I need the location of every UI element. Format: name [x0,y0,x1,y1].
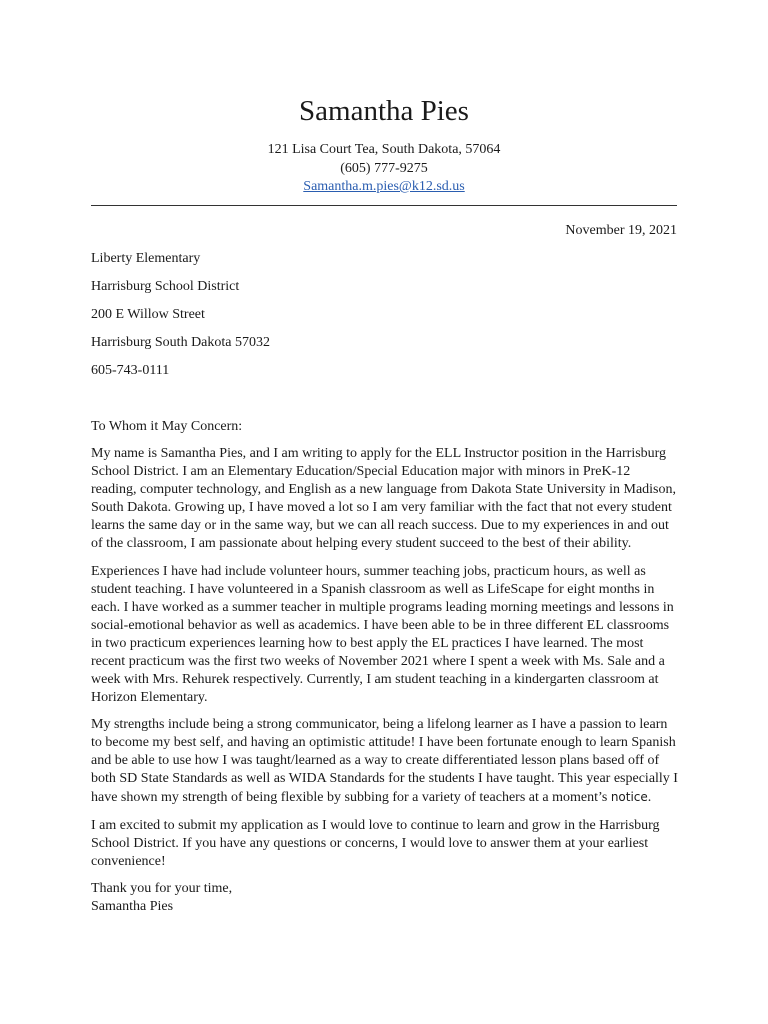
sender-email-link[interactable]: Samantha.m.pies@k12.sd.us [303,179,465,194]
paragraph-closing: I am excited to submit my application as I would love to continue to learn and grow in the Harrisburg School District. If you have any questions or concerns, I would love to answer them at your earliest convenience! [91,817,660,869]
paragraph-experience: Experiences I have had include volunteer hours, summer teaching jobs, practicum hours, as well as student teaching. I have volunteered in a Spanish classroom as well as LifeScape for eight months in each. I have worked as a summer teacher in multiple programs leading morning meetings and lessons in social-emotional behavior as well as academics. I have been able to be in three different EL classrooms in two practicum experiences learning how to best apply the EL practices I have learned. The most recent practicum was the first two weeks of November 2021 where I spent a week with Ms. Sale and a week with Mrs. Rehurek respectively. Currently, I am student teaching in a kindergarten classroom at Horizon Elementary. [91,563,674,705]
recipient-phone: 605-743-0111 [91,363,170,378]
header-divider [91,205,677,206]
notice-word: notice [610,790,648,804]
paragraph-strengths-text: My strengths include being a strong communicator, being a lifelong learner as I have a passion to learn to become my best self, and having an optimistic attitude! I have been fortunate enough to learn Spanish and be able to use how I was taught/learned as a way to create differentiated lesson plans based off of both SD State Standards as well as WIDA Standards for the students I have taught. This year especially I have shown my strength of being flexible by subbing for a variety of teachers at a moment’s [91,717,678,805]
sender-name: Samantha Pies [299,95,469,127]
sender-phone: (605) 777-9275 [340,160,428,176]
recipient-street: 200 E Willow Street [91,307,205,322]
letter-body [91,418,679,916]
sender-address: 121 Lisa Court Tea, South Dakota, 57064 [267,142,501,157]
closing-line: Thank you for your time, [91,881,233,896]
greeting: To Whom it May Concern: [91,419,243,434]
paragraph-intro: My name is Samantha Pies, and I am writing to apply for the ELL Instructor position in the Harrisburg School District. I am an Elementary Education/Special Education major with minors in PreK-12 reading, computer technology, and English as a new language from Dakota State University in Madison, South Dakota. Growing up, I have moved a lot so I am very familiar with the fact that not every student learns the same day or in the same way, but we can all reach success. Due to my experiences in and out of the classroom, I am passionate about helping every student succeed to the best of their ability. [91,446,676,551]
sender-contact [0,141,768,197]
letter-date: November 19, 2021 [565,223,677,238]
recipient-district: Harrisburg School District [91,279,240,294]
recipient-school: Liberty Elementary [91,251,201,266]
recipient-city-state-zip: Harrisburg South Dakota 57032 [91,335,270,350]
signature: Samantha Pies [91,899,174,914]
notice-period: . [647,790,652,805]
paragraph-strengths [91,716,679,807]
